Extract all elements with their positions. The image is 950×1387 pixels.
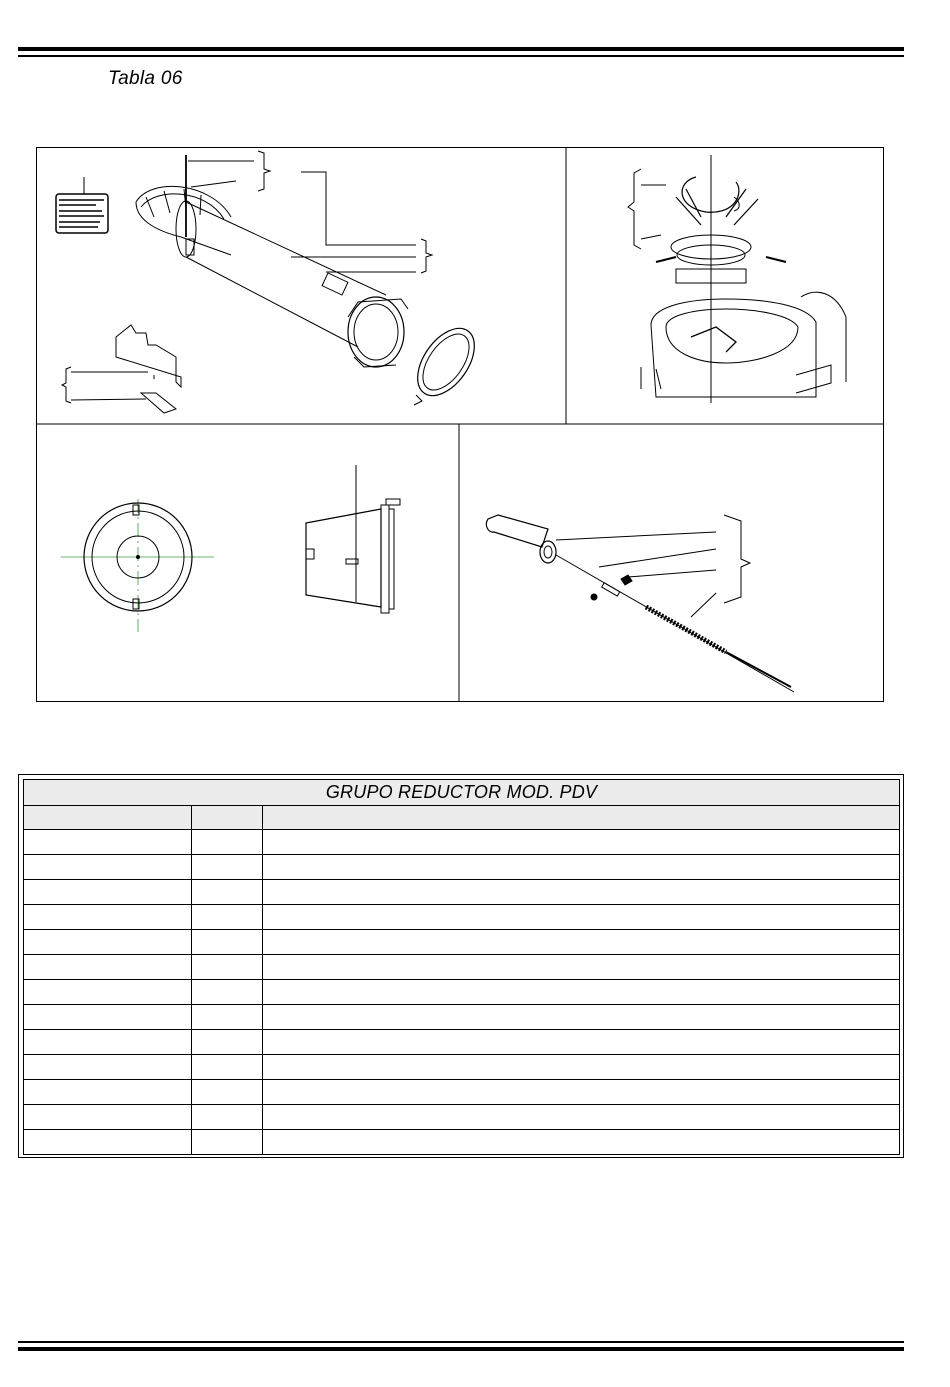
- table-cell: [192, 830, 263, 855]
- table-cell: [192, 880, 263, 905]
- table-cell: [192, 855, 263, 880]
- top-rule-thick: [18, 47, 904, 51]
- warning-label-card: [56, 177, 108, 233]
- flange-front-view: [61, 499, 214, 632]
- table-cell: [24, 855, 192, 880]
- table-row: [24, 980, 900, 1005]
- bottom-rule-thick: [18, 1347, 904, 1351]
- reducer-head-assembly: [641, 155, 846, 403]
- reducer-leaders: [628, 169, 666, 249]
- table-cell: [263, 1030, 900, 1055]
- column-header: [263, 806, 900, 830]
- table-cell: [192, 1055, 263, 1080]
- table-cell: [263, 880, 900, 905]
- table-title: GRUPO REDUCTOR MOD. PDV: [24, 780, 900, 806]
- table-cell: [192, 1030, 263, 1055]
- table-cell: [263, 980, 900, 1005]
- parts-drawing: [36, 147, 884, 702]
- flange-side-view: [306, 465, 400, 613]
- table-cell: [24, 1130, 192, 1155]
- table-row: [24, 880, 900, 905]
- table-cell: [192, 930, 263, 955]
- table-cell: [24, 980, 192, 1005]
- table-row: [24, 1005, 900, 1030]
- table-cell: [263, 1080, 900, 1105]
- discharge-pipe: [136, 155, 408, 367]
- table-cell: [24, 1005, 192, 1030]
- table-row: [24, 830, 900, 855]
- shaft-leaders: [556, 515, 750, 617]
- exploded-parts-figure: [36, 147, 884, 702]
- table-body: [24, 830, 900, 1155]
- table-row: [24, 905, 900, 930]
- pipe-leaders: [188, 151, 432, 273]
- table-cell: [24, 880, 192, 905]
- table-cell: [24, 905, 192, 930]
- table-cell: [24, 955, 192, 980]
- table-cell: [263, 855, 900, 880]
- table-cell: [263, 1105, 900, 1130]
- shaft-assembly: [486, 515, 794, 692]
- table-cell: [24, 830, 192, 855]
- table-row: [24, 1030, 900, 1055]
- column-header: [24, 806, 192, 830]
- label-card-lines: [59, 200, 104, 227]
- mounting-bracket: [62, 325, 181, 413]
- table-cell: [24, 930, 192, 955]
- table-cell: [24, 1080, 192, 1105]
- table-row: [24, 855, 900, 880]
- top-rule-thin: [18, 55, 904, 57]
- table-cell: [192, 1005, 263, 1030]
- table-row: [24, 1055, 900, 1080]
- table-cell: [24, 1055, 192, 1080]
- table-cell: [263, 830, 900, 855]
- table-cell: [263, 955, 900, 980]
- table-row: [24, 1105, 900, 1130]
- table-row: [24, 1080, 900, 1105]
- table-cell: [24, 1030, 192, 1055]
- table-number-label: Tabla 06: [108, 68, 183, 89]
- table-cell: [263, 1005, 900, 1030]
- table-cell: [192, 1105, 263, 1130]
- table-header-row: [24, 806, 900, 830]
- table-cell: [263, 1055, 900, 1080]
- column-header: [192, 806, 263, 830]
- table-cell: [263, 930, 900, 955]
- pipe-clamp-ring: [406, 318, 486, 405]
- table-cell: [24, 1105, 192, 1130]
- table-cell: [263, 1130, 900, 1155]
- table-row: [24, 1130, 900, 1155]
- table-cell: [192, 1080, 263, 1105]
- table-cell: [192, 980, 263, 1005]
- parts-table-frame: [18, 774, 904, 1158]
- table-cell: [192, 1130, 263, 1155]
- table-row: [24, 955, 900, 980]
- table-cell: [192, 905, 263, 930]
- bottom-rule-thin: [18, 1341, 904, 1343]
- table-row: [24, 930, 900, 955]
- parts-table: [23, 779, 900, 1155]
- table-cell: [263, 905, 900, 930]
- table-cell: [192, 955, 263, 980]
